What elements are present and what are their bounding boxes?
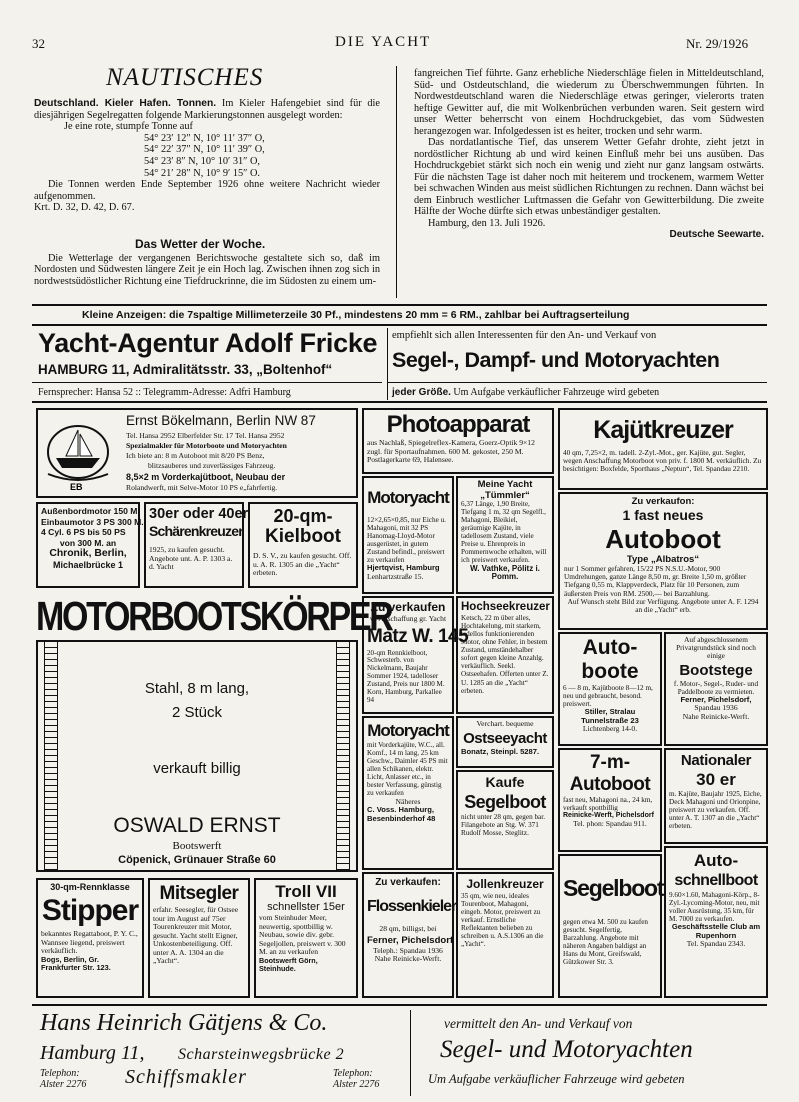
ship-logo-icon xyxy=(42,414,114,494)
ad-schaerenkreuzer xyxy=(144,502,249,588)
sieben-firm: Reinicke-Werft, Pichelsdorf xyxy=(563,812,654,820)
gaetjens-role: Schiffsmakler xyxy=(125,1066,247,1088)
coord-line: 54° 22′ 37″ N, 10° 11′ 39″ O, xyxy=(144,144,265,156)
autoschnell-t1: Auto- xyxy=(693,851,739,870)
albatros-heading: Zu verkaufon: xyxy=(631,496,695,507)
motoryacht2-text: mit Vorderkajüte, W.C., all. Komf., 14 m lang, 25 km Geschw., Daimler 45 PS mit allen Schikanen, elektr. Licht, Anlasser etc., in bester Verfassung, günstig zu verkaufen xyxy=(367,741,448,797)
rule xyxy=(388,382,767,383)
privat-text: Auf abgeschlossenem Privatgrundstück sind noch einige xyxy=(676,635,756,661)
albatros-type: Type „Albatros“ xyxy=(626,554,700,565)
ad-segelboot-dumont xyxy=(558,854,662,998)
boekelmann-name: Ernst Bökelmann, Berlin NW 87 xyxy=(126,413,316,428)
national-t1: Nationaler xyxy=(680,752,752,769)
photo-text: aus Nachlaß, Spiegelreflex-Kamera, Goerz-Optik 9×12 zugl. für Sportaufnahmen. 600 M. gekostet, 250 M. Postlagerkarte 69, Halensee. xyxy=(367,438,535,464)
troll-text: vom Steinhuder Meer, neuwertig, spottbillig w. Neubau, sowie div. gebr. Segeljollen, preiswert v. 300 M. an zu verkaufen xyxy=(259,913,346,956)
aussen-address: Michaelbrücke 1 xyxy=(52,560,124,570)
sieben-tel: Tel. phon: Spandau 911. xyxy=(573,818,647,828)
aussen-firm: Chronik, Berlin, xyxy=(49,548,127,559)
fricke-phone: Fernsprecher: Hansa 52 :: Telegramm-Adresse: Adfri Hamburg xyxy=(38,387,291,398)
schaeren-t1: 30er oder 40er xyxy=(149,506,249,522)
column-divider xyxy=(387,328,388,400)
ad-mitsegler xyxy=(148,878,250,998)
kajuet-title: Kajütkreuzer xyxy=(593,416,733,444)
schaeren-t2: Schärenkreuzer xyxy=(149,523,243,539)
kaufe-text: nicht unter 28 qm, gegen bar. Filangebote an Stg. W. 371 Rudolf Mosse, Steglitz. xyxy=(461,813,546,838)
ad-motorboot xyxy=(36,640,358,872)
wetter-sign: Deutsche Seewarte. xyxy=(669,229,764,240)
coord-line: 54° 21′ 28″ N, 10° 9′ 15″ O. xyxy=(144,167,260,179)
motoryacht1-firm: Hjertqvist, Hamburg xyxy=(367,563,440,573)
wetter-p1: Die Wetterlage der vergangenen Berichtswoche gestaltete sich so, daß im Nordosten und Südwesten längere Zeit je ein Hoch lag. Zwischen ihnen zog sich in nordwestsüdöstlicher Richtung eine Tiefdruckrinne, die im Südosten zu einem um- xyxy=(34,253,380,287)
wetter-title: Das Wetter der Woche. xyxy=(135,237,266,251)
ostsee-pre: Verchart. bequeme xyxy=(476,719,534,728)
stipper-firm: Bogs, Berlin, Gr. Frankfurter Str. 123. xyxy=(41,954,111,972)
autoboote-address: Tunnelstraße 23 xyxy=(581,715,639,725)
motorboot-title: MOTORBOOTSKÖRPER xyxy=(36,594,392,640)
autoschnell-text: 9.60×1.60, Mahagoni-Körp., 8-Zyl.-Lycoming-Motor, neu, mit voller Ausrüstung, 35 km, für M. 7000 zu verkaufen. xyxy=(669,891,760,924)
gaetjens-tel-label: Telephon: xyxy=(333,1068,373,1079)
nautisches-ref: Krt. D. 32, D. 42, D. 67. xyxy=(34,202,135,214)
tuemmler-head: Meine Yacht „Tümmler“ xyxy=(477,479,533,501)
issue-number: Nr. 29/1926 xyxy=(686,36,749,51)
autoboote-firm: Stiller, Stralau xyxy=(584,707,636,717)
sieben-t2: Autoboot xyxy=(569,774,651,795)
page-number: 32 xyxy=(32,36,45,51)
fricke-note-bold: jeder Größe. xyxy=(392,387,451,398)
national-text: m. Kajüte, Baujahr 1925, Eiche, Deck Mahagoni und Orionpine, preiswert zu verkaufen. Off. unter A. T. 1307 an die „Yacht“ erbeten. xyxy=(669,790,762,831)
ad-nationaler-30er xyxy=(664,748,768,844)
boekelmann-line4: blitzsauberes und zuverlässiges Fahrzeug. xyxy=(148,461,276,470)
schaeren-text: 1925, zu kaufen gesucht. Angebote unt. A. P. 1303 a. d. Yacht xyxy=(149,545,233,571)
wetter-p2: fangreichen Tief führte. Ganz erhebliche Niederschläge fielen in Mitteldeutschland, Süd- und Ostdeutschland, die wiederum zu Überschwemmungen führten. In Nordwestdeutschland waren die Niederschläge etwas geringer, vielerorts traten heftige Gewitter auf, die mit Wolkenbrüchen verbunden waren. Seit gestern wird unser Wetter beherrscht von einem Hochdruckgebiet, das vom Südwesten herangezogen war. Infolgedessen ist es heiter, trocken und sehr warm. xyxy=(414,68,764,137)
fricke-offer: empfiehlt sich allen Interessenten für den An- und Verkauf von xyxy=(392,330,657,341)
kielboot-t2: Kielboot xyxy=(265,526,341,547)
nautisches-after: Die Tonnen werden Ende September 1926 ohne weitere Nachricht wieder aufgenommen. xyxy=(34,179,380,202)
privat-firm: Ferner, Pichelsdorf, xyxy=(680,694,752,704)
ad-autoboote-stiller xyxy=(558,632,662,746)
privat-address: Spandau 1936 xyxy=(694,703,738,713)
fricke-address: HAMBURG 11, Admiralitätsstr. 33, „Boltenhof“ xyxy=(38,362,333,377)
wetter-date: Hamburg, den 13. Juli 1926. xyxy=(428,217,546,229)
kaufe-t1: Kaufe xyxy=(485,774,525,790)
aussen-line: 4 Cyl. 6 PS bis 50 PS xyxy=(41,527,126,537)
flossen-head: Zu verkaufen: xyxy=(375,877,441,888)
troll-sub: schnellster 15er xyxy=(267,901,345,913)
ad-aussenbord xyxy=(36,502,144,588)
stipper-title: Stipper xyxy=(41,894,139,927)
hochsee-title: Hochseekreuzer xyxy=(461,601,550,613)
wetter-p3: Das nordatlantische Tief, das unserem Wetter Gefahr drohte, zieht jetzt in nordöstlicher Richtung ab und wird keinen Einfluß mehr bei uns ausüben. Das Hochdruckgebiet stärkt sich noch ein wenig und zieht nur ganz langsam ostwärts. Für die nächsten Tage ist daher noch mit heiterem und trockenem, warmem Wetter bei schwachen Winden aus meist südlichen Richtungen zu rechnen. Dann wächst bei dem Einbruch westlicher Luftmassen die Gefahr von Gewitterbildung. Die zweite Hälfte der Woche dürfte sich etwas unbeständiger gestalten. xyxy=(414,137,764,217)
aussen-line: von 300 M. an xyxy=(59,537,117,548)
ad-jollenkreuzer xyxy=(456,872,554,998)
rule xyxy=(32,382,382,383)
ad-photoapparat xyxy=(362,408,554,474)
albatros-t1: 1 fast neues xyxy=(622,507,704,523)
kielboot-t1: 20-qm- xyxy=(273,506,333,526)
matz-sub: w. Anschaffung gr. Yacht xyxy=(369,614,447,623)
troll-firm: Bootswerft Görn, Steinhude. xyxy=(259,955,318,973)
flossen-firm: Ferner, Pichelsdorf xyxy=(367,934,454,946)
svg-text:EB: EB xyxy=(70,482,83,492)
motoryacht1-address: Lenhartzstraße 15. xyxy=(367,571,424,581)
nautisches-intro: Je eine rote, stumpfe Tonne auf xyxy=(64,121,193,133)
ad-autoboot-albatros xyxy=(558,492,768,630)
ostsee-address: Bonatz, Steinpl. 5287. xyxy=(461,746,540,756)
motoryacht2-title: Motoryacht xyxy=(367,721,449,740)
boekelmann-line5: 8,5×2 m Vorderkajütboot, Neubau der xyxy=(126,472,286,482)
matz-text: 20-qm Rennkielboot, Schwesterb. von Nickelmann, Baujahr Sommer 1924, tadelloser Zustand, Preis nur 1800 M. Korn, Hamburg, Parkallee 94 xyxy=(367,648,445,705)
ad-tuemmler xyxy=(456,476,554,594)
segelboot-text: gegen etwa M. 500 zu kaufen gesucht. Segelfertig, Barzahlung. Angebote mit näheren Angaben baldigst an Hans du Mont, Greifswald, Gützkower Str. 3. xyxy=(563,918,649,967)
ad-boekelmann xyxy=(36,408,358,498)
boekelmann-line6: Rolandwerft, mit Selve-Motor 10 PS e„fahrfertig. xyxy=(126,483,278,492)
gaetjens-name: Hans Heinrich Gätjens & Co. xyxy=(40,1010,328,1036)
motoryacht1-text: 12×2,65×0,85, nur Eiche u. Mahagoni, mit 32 PS Hanomag-Lloyd-Motor ausgerüstet, in gutem Zustand befindl., preiswert zu verkaufen xyxy=(367,516,446,565)
ad-kajuetkreuzer xyxy=(558,408,768,490)
gaetjens-offer: vermittelt den An- und Verkauf von xyxy=(444,1016,633,1031)
autoboote-t1: Auto- xyxy=(582,636,638,659)
jollen-text: 35 qm, wie neu, ideales Tourenboot, Mahagoni, eingeb. Motor, preiswert zu verkauf. Ernstliche Reflektanten belieben zu schreiben u. A.S.1306 an die „Yacht“. xyxy=(461,892,544,949)
motorboot-sub: Bootswerft xyxy=(172,840,222,852)
segelboot-title: Segelboot xyxy=(563,875,664,901)
autoschnell-t2: schnellboot xyxy=(674,872,758,889)
column-divider xyxy=(396,66,397,298)
coord-line: 54° 23′ 8″ N, 10° 10′ 31″ O, xyxy=(144,155,260,167)
rule xyxy=(32,304,767,306)
privat-near: Nahe Reinicke-Werft. xyxy=(682,711,750,721)
autoboote-text: 6 — 8 m, Kajütboote 8—12 m, neu und gebraucht, besond. preiswert. xyxy=(563,684,653,709)
matz-title: Matz W. 145 xyxy=(367,625,469,647)
stipper-head: 30-qm-Rennklasse xyxy=(50,882,130,892)
rule xyxy=(32,1004,767,1006)
ostsee-title: Ostseeyacht xyxy=(463,729,547,747)
gaetjens-tel-label: Telephon: xyxy=(40,1068,80,1079)
ad-7m-autoboot xyxy=(558,748,662,852)
jollen-title: Jollenkreuzer xyxy=(466,877,544,891)
sieben-text: fast neu, Mahagoni na., 24 km, verkauft spottbillig xyxy=(563,796,653,813)
photo-title: Photoapparat xyxy=(386,411,530,438)
ad-motoryacht-hjertqvist xyxy=(362,476,454,594)
motoryacht2-more: Näheres xyxy=(395,796,421,806)
flossen-title: Flossenkieler xyxy=(367,898,457,915)
flossen-tel: Teleph.: Spandau 1936 xyxy=(373,945,443,955)
autoschnell-tel: Tel. Spandau 2343. xyxy=(686,939,746,949)
nautisches-lead-rest: Im Kieler Hafengebiet sind für die diesjährigen Segelregatten folgende Markierungstonnen ausgelegt worden: xyxy=(34,98,380,121)
matz-head: Zu verkaufen xyxy=(370,600,446,614)
autoboote-t2: boote xyxy=(581,660,639,683)
privat-text2: f. Motor-, Segel-, Ruder- und Paddelboote zu vermieten. xyxy=(673,679,759,696)
journal-title: DIE YACHT xyxy=(335,34,432,50)
aussen-line: Einbaumotor 3 PS 300 M. xyxy=(41,516,144,527)
boekelmann-line1: Tel. Hansa 2952 Elberfelder Str. 17 Tel. Hansa 2952 xyxy=(126,431,285,440)
albatros-t2: Autoboot xyxy=(605,524,721,554)
ad-matz xyxy=(362,596,469,714)
column-divider xyxy=(410,1010,411,1096)
motorboot-l3: verkauft billig xyxy=(153,760,241,777)
wetter-col2 xyxy=(414,68,764,241)
motorboot-l2: 2 Stück xyxy=(171,704,223,721)
ad-stipper xyxy=(36,878,144,998)
motorboot-name: OSWALD ERNST xyxy=(113,814,281,837)
motorboot-l1: Stahl, 8 m lang, xyxy=(144,680,250,697)
gaetjens-city: Hamburg 11, xyxy=(40,1042,145,1064)
ad-kielboot xyxy=(248,502,358,588)
mitsegler-title: Mitsegler xyxy=(159,883,239,904)
hochsee-text: Ketsch, 22 m über alles, Hochtakelung, mit starkem, tadellos funktionierenden Motor, ohne Fehler, in bestem Zustand, umständehalber sofort gegen kleine Anzahlg. verkäuflich. Seekl. Ostseehafen. Offerten unter Z. U. 1285 an die „Yacht“ erbeten. xyxy=(461,614,549,695)
rule xyxy=(32,401,767,403)
fricke-note-rest: Um Aufgabe verkäuflicher Fahrzeuge wird gebeten xyxy=(450,387,660,398)
motorboot-address: Cöpenick, Grünauer Straße 60 xyxy=(118,854,276,866)
national-t2: 30 er xyxy=(696,770,736,789)
autoboote-tel: Lichtenberg 14-0. xyxy=(582,724,638,734)
ad-ostseeyacht xyxy=(456,716,554,768)
sieben-t1: 7-m- xyxy=(589,752,631,773)
ad-hochseekreuzer xyxy=(456,596,554,714)
gaetjens-tel-value: Alster 2276 xyxy=(333,1079,380,1090)
fricke-name: Yacht-Agentur Adolf Fricke xyxy=(38,328,378,358)
coord-line: 54° 23′ 12″ N, 10° 11′ 37″ O, xyxy=(144,132,265,144)
ad-motoryacht-voss xyxy=(362,716,454,870)
nautisches-title: NAUTISCHES xyxy=(106,64,264,91)
ad-troll xyxy=(254,878,358,998)
gaetjens-tel-value: Alster 2276 xyxy=(40,1079,87,1090)
rule xyxy=(32,324,767,326)
ad-autoschnellboot xyxy=(664,846,768,998)
fricke-big: Segel-, Dampf- und Motoryachten xyxy=(392,348,720,372)
gaetjens-note: Um Aufgabe verkäuflicher Fahrzeuge wird gebeten xyxy=(428,1072,685,1086)
nautisches-article xyxy=(34,98,380,214)
flossen-text: 28 qm, billigst, bei xyxy=(379,924,437,933)
albatros-text: nur 1 Sommer gefahren, 15/22 PS N.S.U.-Motor, 900 Umdrehungen, ganze Länge 8,50 m, gr. Breite 1,50 m, größter Tiefgang 0,55 m, Klappverdeck, Platz für 10 Personen, zum äußersten Preis von RM. 2500,— bei Barzahlung. xyxy=(564,564,747,598)
albatros-text2: Auf Wunsch steht Bild zur Verfügung. Angebote unter A. F. 1294 an die „Yacht“ erb. xyxy=(567,596,759,614)
kielboot-text: D. S. V., zu kaufen gesucht. Off. u. A. R. 1305 an die „Yacht“ erbeten. xyxy=(253,551,352,577)
mitsegler-text: erfahr. Seesegler, für Ostsee tour im August auf 75er Tourenkreuzer mit Motor, gesucht. Yacht stellt Eigner, Unkostenbeteiligung. Off. unter A. A. 1304 an die „Yacht“. xyxy=(153,905,239,965)
tuemmler-firm: W. Vathke, Pölitz i. Pomm. xyxy=(470,563,540,582)
motoryacht1-title: Motoryacht xyxy=(367,488,449,507)
flossen-near: Nahe Reinicke-Werft. xyxy=(374,954,442,963)
privat-title: Bootstege xyxy=(679,661,753,679)
autoschnell-firm: Geschäftsstelle Club am Rupenhorn xyxy=(671,922,761,940)
ad-flossenkieler xyxy=(362,872,457,998)
boekelmann-line3: Ich biete an: 8 m Autoboot mit 8/20 PS Benz, xyxy=(126,451,265,460)
fricke-note xyxy=(392,387,659,398)
ad-bootstege xyxy=(664,632,768,746)
stipper-text: bekanntes Regattaboot, P. Y. C., Wannsee liegend, preiswert verkäuflich. xyxy=(41,929,138,955)
troll-title: Troll VII xyxy=(275,882,337,901)
kaufe-t2: Segelboot xyxy=(464,792,546,812)
kleine-anzeigen-rate: Kleine Anzeigen: die 7spaltige Millimeterzeile 30 Pf., mindestens 20 mm = 6 RM., zahlbar bei Auftragserteilung xyxy=(82,309,630,321)
nautisches-lead: Deutschland. Kieler Hafen. Tonnen. xyxy=(34,98,217,109)
aussen-line: Außenbordmotor 150 M. xyxy=(41,506,140,516)
tuemmler-text: 6,37 Länge, 1,90 Breite, Tiefgang 1 m, 32 qm Segelfl., Mahagoni, Bleikiel, geräumige Kajüte, in tadellosem Zustand, viele Preise u. Ehrenpreis in Pommernwoche erhalten, will ich preiswert verkaufen. xyxy=(461,500,547,564)
kajuet-text: 40 qm, 7,25×2, m. tadell. 2-Zyl.-Mot., ger. Kajüte, gut. Segler, wegen Anschaffung Motorboot von priv. f. 1800 M. verkäuflich. Zu besichtigen: Boxfelde, Sporthaus „Neptun“, Tel. Spandau 2210. xyxy=(563,448,762,474)
motoryacht2-firm: C. Voss. Hamburg, Besenbinderhof 48 xyxy=(367,805,436,823)
boekelmann-line2: Spezialmakler für Motorboote und Motoryachten xyxy=(126,441,287,450)
ad-kaufe-segelboot xyxy=(456,770,554,870)
gaetjens-street: Scharsteinwegsbrücke 2 xyxy=(178,1046,345,1063)
gaetjens-big: Segel- und Motoryachten xyxy=(440,1036,693,1063)
